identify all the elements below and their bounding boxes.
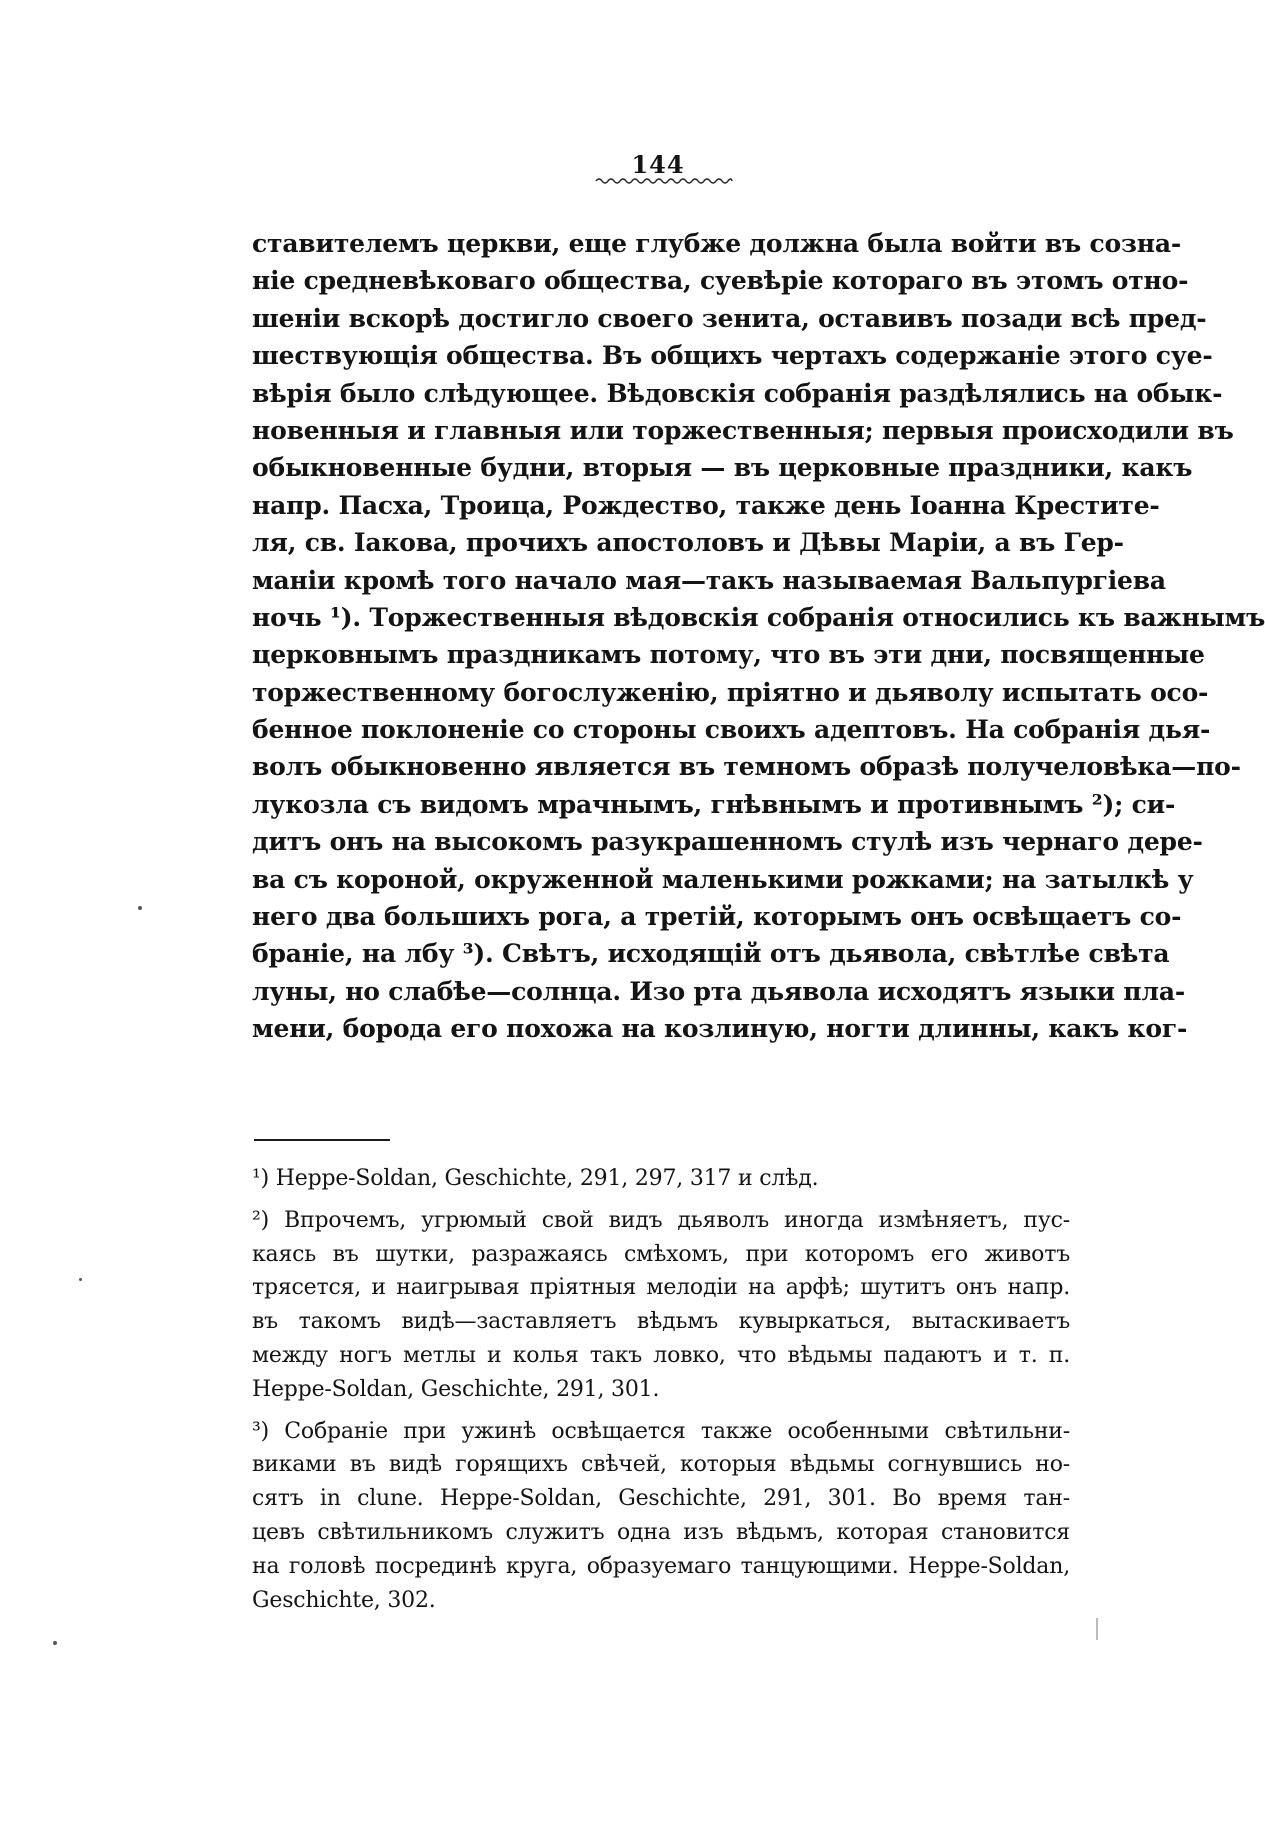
text-line: торжественному богослуженію, пріятно и дьяволу испытать осо- — [252, 677, 1209, 707]
text-line: мени, борода его похожа на козлиную, ногти длинны, какъ ког- — [252, 1014, 1188, 1044]
text-line: ночь ¹). Торжественныя вѣдовскія собранія относились къ важнымъ — [252, 602, 1265, 632]
text-line: луны, но слабѣе—солнца. Изо рта дьявола исходятъ языки пла- — [252, 976, 1186, 1006]
text-line: него два большихъ рога, а третій, которымъ онъ освѣщаетъ со- — [252, 902, 1182, 932]
footnote-line: ¹) Hеppe-Soldan, Geschichte, 291, 297, 317 и слѣд. — [252, 1166, 819, 1191]
footnote-line: цевъ свѣтильникомъ служитъ одна изъ вѣдьмъ, которая становится — [252, 1519, 1070, 1545]
text-line: волъ обыкновенно является въ темномъ образѣ получеловѣка—по- — [252, 752, 1241, 782]
footnote-line: Geschichte, 302. — [252, 1587, 436, 1613]
footnote-line: сятъ in clune. Hеppe-Soldan, Geschichte, 291, 301. Во время тан- — [252, 1486, 1070, 1512]
text-line: лукозла съ видомъ мрачнымъ, гнѣвнымъ и противнымъ ²); си- — [252, 789, 1176, 819]
text-line: ніе средневѣковаго общества, суевѣріе котораго въ этомъ отно- — [252, 266, 1189, 296]
text-line: шеніи вскорѣ достигло своего зенита, оставивъ позади всѣ пред- — [252, 303, 1207, 333]
page-number-ornament — [596, 176, 732, 186]
text-line: новенныя и главныя или торжественныя; первыя происходили въ — [252, 415, 1234, 445]
footnote-divider — [254, 1139, 390, 1141]
scan-edge-mark — [1096, 1618, 1098, 1640]
text-line: напр. Пасха, Троица, Рождество, также день Іоанна Крестите- — [252, 490, 1160, 520]
footnote-line: трясется, и наигрывая пріятныя мелодіи на арфѣ; шутитъ онъ напр. — [252, 1275, 1070, 1301]
footnote-line: каясь въ шутки, разражаясь смѣхомъ, при которомъ его животъ — [252, 1241, 1070, 1267]
page-number: 144 — [631, 150, 685, 179]
footnotes — [252, 1162, 1070, 1617]
text-line: дитъ онъ на высокомъ разукрашенномъ стулѣ изъ чернаго дере- — [252, 827, 1203, 857]
footnote-line: ²) Впрочемъ, угрюмый свой видъ дьяволъ иногда измѣняетъ, пус- — [252, 1207, 1070, 1233]
footnote-1 — [252, 1162, 1070, 1196]
text-line: маніи кромѣ того начало мая—такъ называемая Вальпургіева — [252, 565, 1166, 595]
footnote-line: Hеppe-Soldan, Geschichte, 291, 301. — [252, 1376, 660, 1402]
text-line: вѣрія было слѣдующее. Вѣдовскія собранія раздѣлялись на обык- — [252, 378, 1223, 408]
footnote-line: ³) Собраніе при ужинѣ освѣщается также особенными свѣтильни- — [252, 1418, 1070, 1444]
footnote-3 — [252, 1415, 1070, 1618]
text-line: бенное поклоненіе со стороны своихъ адептовъ. На собранія дья- — [252, 715, 1211, 745]
text-line: церковнымъ праздникамъ потому, что въ эти дни, посвященные — [252, 640, 1205, 670]
text-line: браніе, на лбу ³). Свѣтъ, исходящій отъ дьявола, свѣтлѣе свѣта — [252, 939, 1170, 969]
text-line: шествующія общества. Въ общихъ чертахъ содержаніе этого суе- — [252, 341, 1213, 371]
text-line: ставителемъ церкви, еще глубже должна была войти въ созна- — [252, 229, 1182, 258]
text-line: ва съ короной, окруженной маленькими рожками; на затылкѣ у — [252, 864, 1194, 894]
footnote-line: между ногъ метлы и колья такъ ловко, что вѣдьмы падаютъ и т. п. — [252, 1342, 1070, 1368]
footnote-line: въ такомъ видѣ—заставляетъ вѣдьмъ кувыркаться, вытаскиваетъ — [252, 1309, 1070, 1335]
text-line: обыкновенные будни, вторыя — въ церковные праздники, какъ — [252, 453, 1193, 483]
scan-speck — [79, 1278, 82, 1281]
footnote-2 — [252, 1204, 1070, 1407]
footnote-line: виками въ видѣ горящихъ свѣчей, которыя вѣдьмы согнувшись но- — [252, 1452, 1070, 1478]
main-text — [252, 225, 1265, 1048]
scan-speck — [53, 1641, 57, 1645]
scan-speck — [138, 906, 142, 910]
footnote-line: на головѣ посрединѣ круга, образуемаго танцующими. Hеppe-Soldan, — [252, 1553, 1070, 1579]
text-line: ля, св. Іакова, прочихъ апостоловъ и Дѣвы Маріи, а въ Гер- — [252, 528, 1124, 558]
